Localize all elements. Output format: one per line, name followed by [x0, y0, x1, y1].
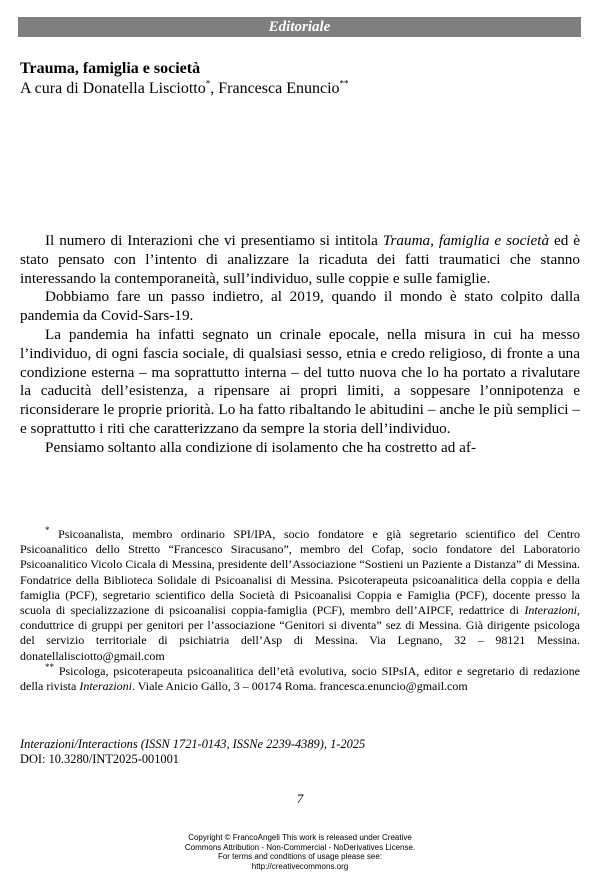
creative-commons-link[interactable]: http://creativecommons.org	[251, 861, 349, 871]
paragraph-2: Dobbiamo fare un passo indietro, al 2019, quando il mondo è stato colpito dalla pandemia da Covid-Sars-19.	[20, 288, 580, 325]
footnote-1-text-end: , conduttrice di gruppi per genitori per l’associazione “Genitori si diventa” sez di Messina. Già dirigente psicologa del servizio territoriale di psichiatria dell’Asp di Messina. Via Legnano, 32 – 98121 Messina. donatellalisciotto@gmail.com	[20, 603, 580, 663]
footnote-mark-2[interactable]: **	[339, 78, 349, 89]
footnote-1	[20, 527, 580, 664]
authors-line	[20, 79, 349, 99]
paragraph-1-end: ed è stato pensato con l’intento di analizzare la ricaduta dei fatti traumatici che stanno interessando la contemporaneità, sull’individuo, sulle coppie e sulle famiglie.	[20, 232, 581, 287]
page-number: 7	[296, 791, 304, 806]
footnote-1-mark: *	[45, 525, 50, 535]
section-header: Editoriale	[18, 17, 581, 37]
paragraph-1-start: Il numero di Interazioni che vi presentiamo si intitola	[45, 232, 383, 249]
copyright-line-3: For terms and conditions of usage please see:	[217, 852, 383, 861]
author-separator: ,	[210, 80, 219, 97]
footnote-2-journal: Interazioni	[79, 679, 132, 694]
footnote-2	[20, 661, 580, 694]
footnote-1-text-start: Psicoanalista, membro ordinario SPI/IPA, socio fondatore e già segretario scientifico del Centro Psicoanalitico dello Stretto “Francesco Siracusano”, membro del Cofap, socio fondatore del Laboratorio Psicoanalitico Vicolo Cicala di Messina, presidente dell’Associazione “Sostieni un Paziente a Distanza” di Messina. Fondatrice della Biblioteca Solidale di Psicoanalisi di Messina. Psicoterapeuta psicoanalitica della coppia e della famiglia (PCF), segretario scientifico della Società di Psicoanalisi Coppia e Famiglia (PCF), docente presso la scuola di specializzazione di psicoanalisi coppia-famiglia (PCF), membro dell’AIPCF, redattrice di	[20, 527, 580, 618]
article-body	[20, 232, 580, 458]
author-name-1: Donatella Lisciotto	[82, 80, 206, 97]
footnotes	[20, 527, 580, 694]
footnote-1-journal: Interazioni	[524, 603, 577, 618]
paragraph-1-issue-title: Trauma, famiglia e società	[382, 232, 550, 249]
copyright-notice	[100, 833, 500, 871]
footnote-2-text-start: Psicologa, psicoterapeuta psicoanalitica dell’età evolutiva, socio SIPsIA, editor e segretario di redazione della rivista	[20, 663, 580, 694]
footnote-mark-1[interactable]: *	[205, 78, 211, 89]
authors-prefix: A cura di	[20, 80, 83, 97]
doi[interactable]: DOI: 10.3280/INT2025-001001	[20, 752, 179, 766]
author-name-2: Francesca Enuncio	[218, 80, 340, 97]
footnote-2-mark: **	[45, 661, 54, 672]
journal-citation: Interazioni/Interactions (ISSN 1721-0143, ISSNe 2239-4389), 1-2025	[20, 737, 366, 751]
paragraph-3: La pandemia ha infatti segnato un crinale epocale, nella misura in cui ha messo l’individuo, di ogni fascia sociale, di qualsiasi sesso, etnia e credo religioso, di fronte a una condizione esterna – ma soprattutto interna – del tutto nuova che lo ha portato a rivalutare la caducità dell’esistenza, a ripensare ai propri limiti, a soppesare l’onnipotenza e riconsiderare le proprie priorità. Lo ha fatto ribaltando le abitudini – anche le più semplici – e soprattutto i riti che caratterizzano da sempre la storia dell’individuo.	[20, 325, 580, 437]
paragraph-1	[20, 232, 580, 288]
footnote-2-text-end: . Viale Anicio Gallo, 3 – 00174 Roma. francesca.enuncio@gmail.com	[132, 679, 468, 694]
copyright-line-2: Commons Attribution - Non-Commercial - NoDerivatives License.	[184, 842, 416, 852]
paragraph-4: Pensiamo soltanto alla condizione di isolamento che ha costretto ad af-	[45, 438, 477, 456]
copyright-line-1: Copyright © FrancoAngeli This work is released under Creative	[188, 833, 412, 842]
article-title: Trauma, famiglia e società	[20, 60, 201, 77]
citation-block	[20, 737, 365, 767]
